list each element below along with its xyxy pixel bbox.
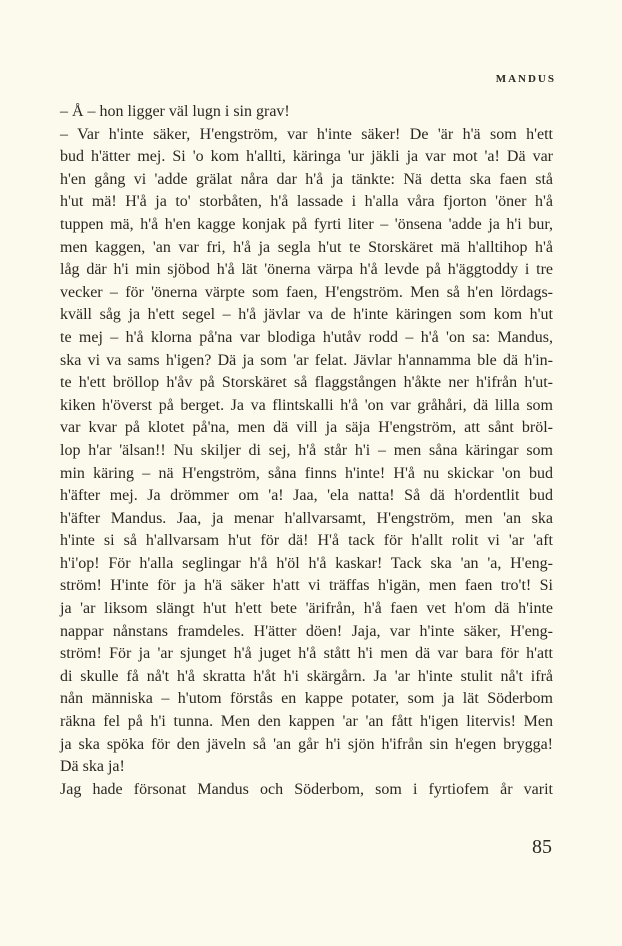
text-line: – Å – hon ligger väl lugn i sin grav! [60, 103, 290, 120]
text-line: h'äfter Mandus. Jaa, ja menar h'allvarsamt, H'engström, men 'an ska [60, 509, 553, 527]
body-text [60, 101, 553, 801]
text-line: te h'ett bröllop h'åv på Storskäret så flaggstången h'åkte ner h'ifrån h'ut- [60, 374, 553, 392]
text-line: h'i'op! För h'alla seglingar h'å h'öl h'å kaskar! Tack ska 'an 'a, H'eng- [60, 554, 553, 572]
text-line: – Var h'inte säker, H'engström, var h'inte säker! De 'är h'ä som h'ett [60, 125, 553, 143]
text-line: Jag hade försonat Mandus och Söderbom, som i fyrtiofem år varit [60, 780, 553, 798]
text-line: kväll såg ja h'ett segel – h'å jävlar va de h'inte käringen som kom h'ut [60, 306, 553, 324]
text-line: nappar nånstans framdeles. H'ätter döen! Jaja, var h'inte säker, H'eng- [60, 622, 553, 640]
text-line: lop h'ar 'älsan!! Nu skiljer di sej, h'å står h'i – men såna käringar som [60, 441, 553, 459]
text-line: min käring – nä H'engström, såna finns h'inte! H'å nu skickar 'on bud [60, 464, 553, 482]
text-line: ström! För ja 'ar sjunget h'å juget h'å stått h'i men dä var bara för h'att [60, 645, 553, 663]
text-line: vecker – för 'önerna värpte som faen, H'engström. Men så h'en lördags- [60, 283, 553, 301]
text-line: h'inte si så h'allvarsam h'ut för dä! H'å tack för h'allt rolit vi 'ar 'aft [60, 532, 553, 550]
text-line: låg där h'i min sjöbod h'å lät 'önerna värpa h'å levde på h'äggtoddy i tre [60, 261, 553, 279]
text-line: nån människa – h'utom förstås en kappe potater, som ja lät Söderbom [60, 690, 553, 708]
text-line: te mej – h'å klorna på'na var blodiga h'utåv rodd – h'å 'on sa: Mandus, [60, 328, 553, 346]
text-line: kiken h'överst på berget. Ja va flintskalli h'å 'on var gråhåri, dä lilla som [60, 396, 553, 414]
text-line: ja ska spöka för den jäveln så 'an går h'i sjön h'ifrån sin h'egen brygga! [60, 735, 553, 753]
text-line: men kaggen, 'an var fri, h'å ja segla h'ut te Storskäret mä h'alltihop h'å [60, 238, 553, 256]
text-line: h'ut mä! H'å ja to' storbåten, h'å lassade i h'alla våra fjorton 'öner h'å [60, 193, 553, 211]
running-header: MANDUS [495, 73, 556, 85]
text-line: var kvar på klotet på'na, men dä vill ja säja H'engström, att sånt bröl- [60, 419, 553, 437]
text-line: h'äfter mej. Ja drömmer om 'a! Jaa, 'ela natta! Så dä h'ordentlit bud [60, 487, 553, 505]
text-line: ska vi va sams h'igen? Dä ja som 'ar felat. Jävlar h'annamma ble dä h'in- [60, 351, 553, 369]
text-line: bud h'ätter mej. Si 'o kom h'allti, käringa 'ur jäkli ja var mot 'a! Dä var [60, 148, 553, 166]
text-line: tuppen mä, h'å h'en kagge konjak på fyrti liter – 'önsena 'adde ja h'i bur, [60, 215, 553, 233]
text-line: ja 'ar liksom slängt h'ut h'ett bete 'ärifrån, h'å faen vet h'om dä h'inte [60, 600, 553, 618]
text-line: räkna fel på h'i tunna. Men den kappen 'ar 'an fått h'igen litervis! Men [60, 713, 553, 731]
text-line: di skulle få nå't h'å skratta h'åt h'i skärgårn. Ja 'ar h'inte stulit nå't ifrå [60, 667, 553, 685]
text-line: ström! H'inte för ja h'ä säker h'att vi träffas h'igän, men faen tro't! Si [60, 577, 553, 595]
text-line: Dä ska ja! [60, 758, 125, 776]
page-number: 85 [532, 836, 552, 858]
text-line: h'en gång vi 'adde grälat nåra dar h'å ja tänkte: Nä detta ska faen stå [60, 170, 553, 188]
